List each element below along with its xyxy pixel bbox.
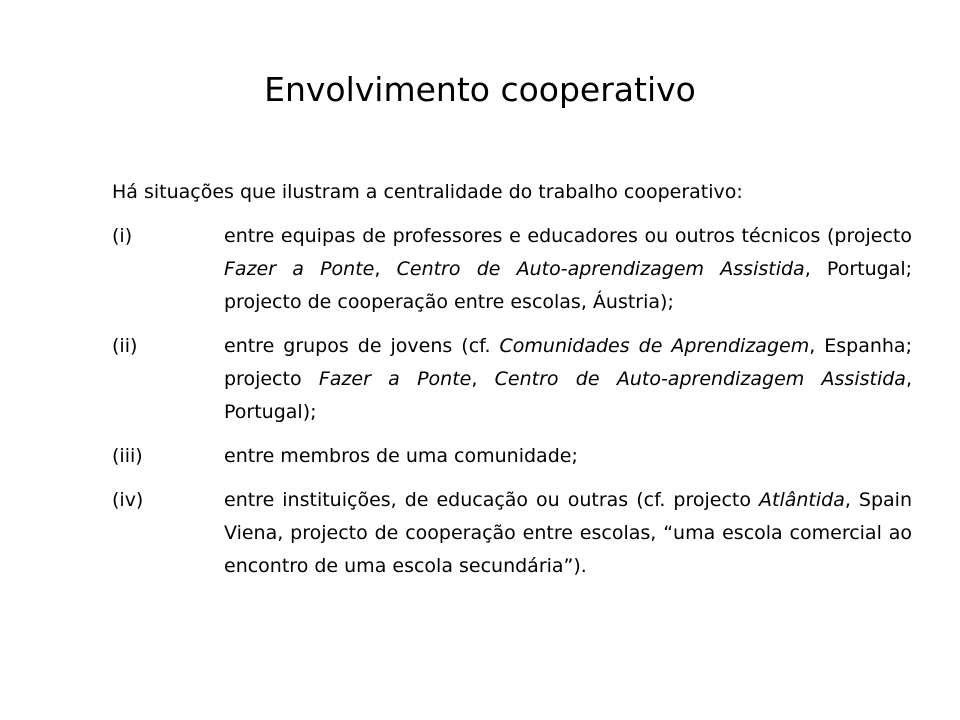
item-text-segment: , Spain Viena, projecto de cooperação entre escolas, “uma escola comercial ao encontro de uma escola secundária”).	[224, 489, 912, 577]
item-list	[112, 220, 912, 594]
project-name: Fazer a Ponte	[318, 368, 472, 390]
list-item-iii	[112, 440, 912, 473]
item-text	[224, 335, 912, 423]
intro-text: Há situações que ilustram a centralidade do trabalho cooperativo:	[112, 181, 743, 203]
project-name: Fazer a Ponte	[224, 258, 375, 280]
item-text-segment: , Portugal);	[224, 368, 912, 423]
item-label: (i)	[112, 225, 133, 247]
item-text-segment: entre grupos de jovens (cf.	[224, 335, 500, 357]
item-text-segment: ,	[374, 258, 397, 280]
item-text	[224, 225, 912, 313]
list-item-ii	[112, 330, 912, 429]
project-name: Comunidades de Aprendizagem	[499, 335, 810, 357]
project-name: Centro de Auto-aprendizagem Assistida	[494, 368, 906, 390]
item-text: entre membros de uma comunidade;	[224, 445, 578, 467]
project-name: Atlântida	[759, 489, 845, 511]
item-text-segment: entre instituições, de educação ou outras (cf. projecto	[224, 489, 760, 511]
item-text-segment: , Espanha; projecto	[224, 335, 912, 390]
item-label: (iii)	[112, 445, 143, 467]
item-text-segment: , Portugal; projecto de cooperação entre escolas, Áustria);	[224, 258, 913, 313]
item-label: (ii)	[112, 335, 138, 357]
list-item-i	[112, 220, 912, 319]
item-text	[224, 489, 912, 577]
project-name: Centro de Auto-aprendizagem Assistida	[396, 258, 805, 280]
item-text-segment: entre equipas de professores e educadores ou outros técnicos (projecto	[224, 225, 912, 247]
item-label: (iv)	[112, 489, 144, 511]
item-text-segment: ,	[471, 368, 495, 390]
list-item-iv	[112, 484, 912, 583]
slide-title: Envolvimento cooperativo	[264, 70, 696, 109]
